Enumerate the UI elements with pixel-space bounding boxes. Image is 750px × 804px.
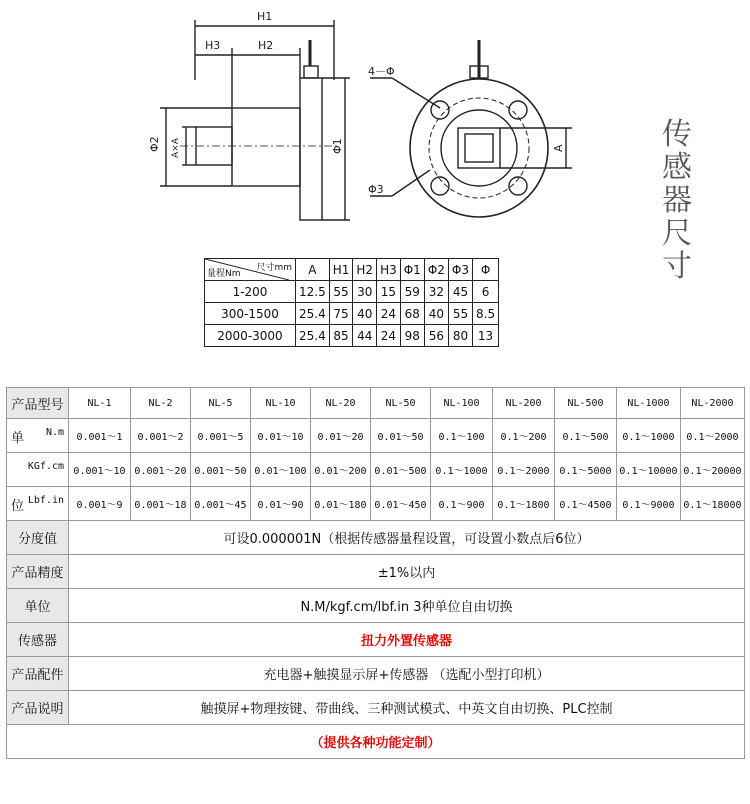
label-h1: H1 <box>257 10 273 23</box>
range-cell: 0.1～1800 <box>493 487 555 521</box>
spec-value: ±1%以内 <box>69 555 745 589</box>
range-cell: 0.01～50 <box>371 419 431 453</box>
spec-row-sensor <box>7 623 745 657</box>
spec-label: 分度值 <box>7 521 69 555</box>
range-cell: 0.01～10 <box>251 419 311 453</box>
spec-value: 可设0.000001N（根据传感器量程设置，可设置小数点后6位） <box>69 521 745 555</box>
spec-label: 传感器 <box>7 623 69 657</box>
size-cell: 24 <box>377 325 401 347</box>
range-cell: 0.1～1000 <box>431 453 493 487</box>
spec-label: 产品配件 <box>7 657 69 691</box>
range-cell: 0.1～900 <box>431 487 493 521</box>
custom-note: （提供各种功能定制） <box>7 725 745 759</box>
range-cell: 0.1～4500 <box>555 487 617 521</box>
size-cell: 40 <box>424 303 448 325</box>
label-phi3: Φ3 <box>368 183 384 196</box>
size-cell: 8.5 <box>473 303 499 325</box>
range-cell: 0.1～1000 <box>617 419 681 453</box>
side-title-char: 传 <box>662 117 692 152</box>
spec-row-custom <box>7 725 745 759</box>
size-cell: 25.4 <box>296 303 330 325</box>
size-header: A <box>296 259 330 281</box>
range-cell: 0.001～2 <box>131 419 191 453</box>
four-phi-leader <box>392 78 440 108</box>
range-cell: 0.001～50 <box>191 453 251 487</box>
range-cell: 0.001～9 <box>69 487 131 521</box>
range-cell: 0.01～500 <box>371 453 431 487</box>
range-cell: 0.01～180 <box>311 487 371 521</box>
front-flange-circle <box>410 79 548 217</box>
model-cell: NL-1 <box>69 388 131 419</box>
model-header: 产品型号 <box>7 388 69 419</box>
side-title <box>660 118 694 283</box>
unit-left: 单 <box>11 431 25 446</box>
size-cell: 80 <box>448 325 472 347</box>
size-model: 2000-3000 <box>205 325 296 347</box>
size-cell: 40 <box>353 303 377 325</box>
size-header: H2 <box>353 259 377 281</box>
model-cell: NL-50 <box>371 388 431 419</box>
range-cell: 0.001～5 <box>191 419 251 453</box>
size-cell: 13 <box>473 325 499 347</box>
size-header: Φ3 <box>448 259 472 281</box>
size-header: H3 <box>377 259 401 281</box>
range-cell: 0.01～90 <box>251 487 311 521</box>
model-cell: NL-1000 <box>617 388 681 419</box>
size-header: Φ <box>473 259 499 281</box>
size-table-row <box>205 281 499 303</box>
size-cell: 25.4 <box>296 325 330 347</box>
range-cell: 0.001～1 <box>69 419 131 453</box>
range-cell: 0.1～9000 <box>617 487 681 521</box>
connector-outline <box>304 66 318 78</box>
size-model: 300-1500 <box>205 303 296 325</box>
label-h2: H2 <box>258 39 274 52</box>
size-cell: 30 <box>353 281 377 303</box>
bolt-hole-2 <box>509 101 527 119</box>
size-table-row <box>205 325 499 347</box>
spec-label: 单位 <box>7 589 69 623</box>
spec-value: 触摸屏+物理按键、带曲线、三种测试模式、中英文自由切换、PLC控制 <box>69 691 745 725</box>
range-cell: 0.001～10 <box>69 453 131 487</box>
range-cell: 0.1～2000 <box>681 419 745 453</box>
range-cell: 0.01～20 <box>311 419 371 453</box>
range-cell: 0.1～2000 <box>493 453 555 487</box>
size-header: Φ2 <box>424 259 448 281</box>
flange-outline <box>300 78 322 220</box>
side-title-char: 感 <box>662 150 692 185</box>
spec-label: 产品精度 <box>7 555 69 589</box>
unit-label-kgf <box>7 453 69 487</box>
range-cell: 0.01～450 <box>371 487 431 521</box>
range-cell: 0.1～100 <box>431 419 493 453</box>
model-cell: NL-5 <box>191 388 251 419</box>
side-title-char: 寸 <box>662 249 692 284</box>
model-cell: NL-20 <box>311 388 371 419</box>
sensor-dimension-drawing <box>0 0 750 250</box>
range-cell: 0.001～45 <box>191 487 251 521</box>
corner-top-label: 尺寸mm <box>256 263 292 273</box>
label-a: A <box>552 144 565 152</box>
model-cell: NL-100 <box>431 388 493 419</box>
range-cell: 0.01～200 <box>311 453 371 487</box>
size-table-header-row <box>205 259 499 281</box>
size-cell: 15 <box>377 281 401 303</box>
model-row <box>7 388 745 419</box>
model-cell: NL-10 <box>251 388 311 419</box>
unit-label-lbf <box>7 487 69 521</box>
range-cell: 0.001～18 <box>131 487 191 521</box>
size-cell: 85 <box>329 325 353 347</box>
label-four-phi: 4－Φ <box>368 65 395 78</box>
size-cell: 55 <box>329 281 353 303</box>
size-cell: 98 <box>400 325 424 347</box>
size-table-row <box>205 303 499 325</box>
size-cell: 12.5 <box>296 281 330 303</box>
spec-row-unit <box>7 589 745 623</box>
size-table <box>204 258 499 347</box>
spec-value: 充电器+触摸显示屏+传感器 （选配小型打印机） <box>69 657 745 691</box>
side-title-char: 器 <box>662 183 692 218</box>
model-cell: NL-200 <box>493 388 555 419</box>
size-header: H1 <box>329 259 353 281</box>
model-cell: NL-500 <box>555 388 617 419</box>
corner-bottom-label: 量程Nm <box>207 269 241 279</box>
range-cell: 0.1～18000 <box>681 487 745 521</box>
range-cell: 0.1～500 <box>555 419 617 453</box>
spec-value: 扭力外置传感器 <box>69 623 745 657</box>
range-row-nm <box>7 419 745 453</box>
range-cell: 0.01～100 <box>251 453 311 487</box>
unit-left: 位 <box>11 499 25 514</box>
spec-row-accessories <box>7 657 745 691</box>
spec-row-description <box>7 691 745 725</box>
size-header: Φ1 <box>400 259 424 281</box>
unit-right: Lbf.in <box>27 495 64 506</box>
square-bore <box>465 134 493 162</box>
range-cell: 0.1～10000 <box>617 453 681 487</box>
range-cell: 0.1～20000 <box>681 453 745 487</box>
inner-ring <box>441 110 517 186</box>
unit-right: N.m <box>45 427 64 438</box>
range-row-lbf <box>7 487 745 521</box>
bolt-circle <box>429 98 529 198</box>
model-cell: NL-2 <box>131 388 191 419</box>
model-cell: NL-2000 <box>681 388 745 419</box>
label-phi1: Φ1 <box>331 138 344 154</box>
size-cell: 6 <box>473 281 499 303</box>
spec-row-accuracy <box>7 555 745 589</box>
range-cell: 0.1～5000 <box>555 453 617 487</box>
unit-label-nm <box>7 419 69 453</box>
spec-table <box>6 387 745 759</box>
size-cell: 75 <box>329 303 353 325</box>
size-cell: 55 <box>448 303 472 325</box>
size-cell: 59 <box>400 281 424 303</box>
unit-right: KGf.cm <box>27 461 64 472</box>
range-cell: 0.1～200 <box>493 419 555 453</box>
phi3-leader <box>392 170 430 196</box>
size-cell: 68 <box>400 303 424 325</box>
size-cell: 56 <box>424 325 448 347</box>
spec-row-resolution <box>7 521 745 555</box>
range-row-kgf <box>7 453 745 487</box>
spec-label: 产品说明 <box>7 691 69 725</box>
body-outline <box>232 108 300 186</box>
range-cell: 0.001～20 <box>131 453 191 487</box>
label-h3: H3 <box>205 39 221 52</box>
label-phi2: Φ2 <box>148 136 161 152</box>
size-cell: 44 <box>353 325 377 347</box>
side-title-char: 尺 <box>662 216 692 251</box>
size-cell: 32 <box>424 281 448 303</box>
size-cell: 24 <box>377 303 401 325</box>
size-model: 1-200 <box>205 281 296 303</box>
size-cell: 45 <box>448 281 472 303</box>
label-axa: A×A <box>171 138 181 158</box>
size-table-corner <box>205 259 296 281</box>
spec-value: N.M/kgf.cm/lbf.in 3种单位自由切换 <box>69 589 745 623</box>
